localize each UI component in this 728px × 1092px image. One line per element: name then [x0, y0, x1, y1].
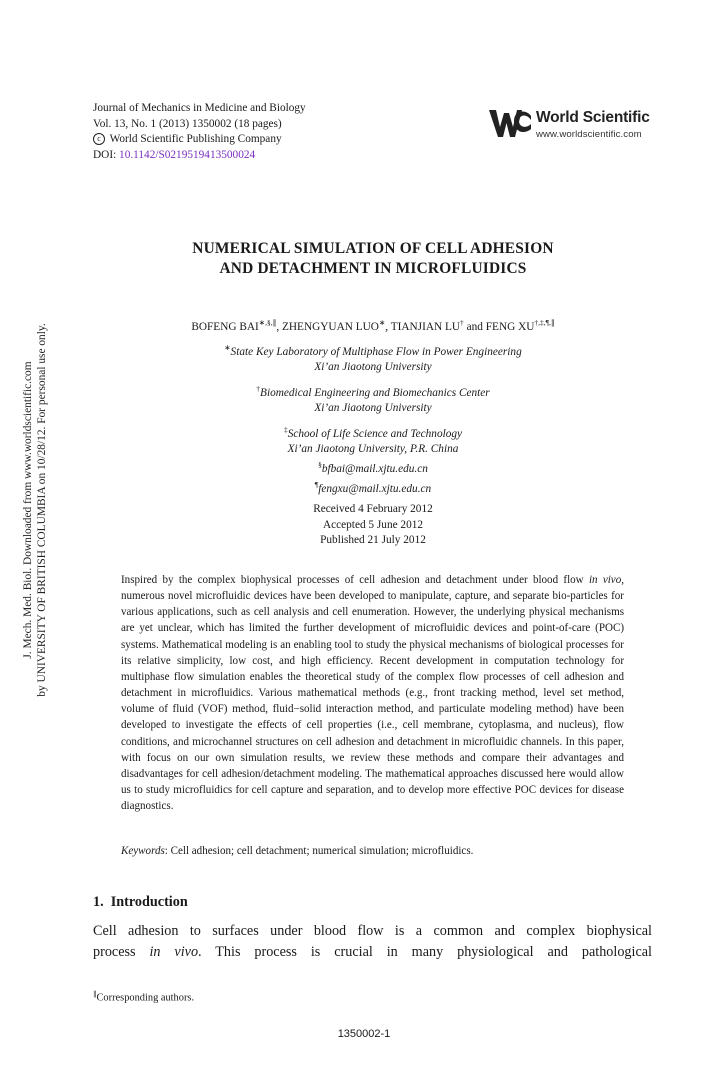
intro-text: process	[93, 944, 150, 960]
journal-volume: Vol. 13, No. 1 (2013) 1350002 (18 pages)	[93, 117, 282, 130]
author-separator: and	[463, 320, 486, 333]
email-2	[93, 477, 653, 497]
journal-doi	[93, 148, 306, 164]
affiliation-2-univ: Xi’an Jiaotong University	[314, 402, 432, 415]
abstract-italic: in vivo	[588, 574, 622, 586]
abstract-text: Inspired by the complex biophysical processes of cell adhesion and detachment under blood flow	[121, 574, 589, 586]
author-separator: ,	[276, 320, 282, 333]
intro-italic: in vivo	[149, 944, 199, 960]
affiliation-mark: ‡	[283, 424, 288, 434]
affiliation-text: School of Life Science and Technology	[287, 427, 463, 440]
doi-link[interactable]: 10.1142/S0219519413500024	[119, 148, 256, 161]
logo-name: World Scientific	[536, 109, 650, 126]
affiliation-3	[93, 422, 653, 442]
download-watermark	[21, 320, 51, 700]
logo-url: www.worldscientific.com	[536, 129, 642, 140]
email-link[interactable]: fengxu@mail.xjtu.edu.cn	[318, 483, 432, 496]
footnote-mark: ∥	[93, 990, 97, 998]
doi-label: DOI:	[93, 148, 117, 161]
author-name: ZHENGYUAN LUO	[282, 320, 379, 333]
author-marks: ∗,§,∥	[258, 318, 277, 327]
date-received: Received 4 February 2012	[313, 503, 433, 515]
journal-name: Journal of Mechanics in Medicine and Biology	[93, 102, 306, 114]
copyright-icon: c	[93, 133, 105, 145]
date-published: Published 21 July 2012	[320, 534, 426, 547]
footnote	[93, 990, 194, 1003]
affiliation-text: Biomedical Engineering and Biomechanics Center	[260, 386, 490, 399]
title-line-1: NUMERICAL SIMULATION OF CELL ADHESION	[192, 240, 554, 257]
watermark-line-1: J. Mech. Med. Biol. Downloaded from www.worldscientific.com	[22, 361, 34, 659]
affiliation-1	[93, 340, 653, 360]
intro-text: . This process is crucial in many physiological and pathological	[198, 944, 652, 960]
world-scientific-logo-icon	[488, 107, 532, 139]
keywords	[121, 845, 624, 857]
email-1	[93, 457, 653, 477]
author-marks: †	[460, 318, 464, 327]
intro-paragraph	[93, 921, 652, 963]
title-line-2: AND DETACHMENT IN MICROFLUIDICS	[219, 260, 527, 277]
email-mark: §	[318, 460, 322, 470]
affiliation-3-univ: Xi’an Jiaotong University, P.R. China	[287, 442, 459, 455]
page-number: 1350002-1	[337, 1028, 391, 1040]
affiliation-2	[93, 381, 653, 401]
email-mark: ¶	[314, 480, 319, 490]
affiliation-text: State Key Laboratory of Multiphase Flow in Power Engineering	[230, 345, 522, 358]
author-name: TIANJIAN LU	[390, 320, 461, 333]
affiliation-1-univ: Xi’an Jiaotong University	[314, 361, 432, 374]
keywords-text: : Cell adhesion; cell detachment; numerical simulation; microfluidics.	[164, 845, 474, 857]
section-title: Introduction	[110, 894, 188, 910]
section-heading	[93, 894, 188, 911]
author-separator: ,	[385, 320, 391, 333]
publisher-logo	[488, 107, 658, 143]
watermark-line-2: by UNIVERSITY OF BRITISH COLUMBIA on 10/28/12. For personal use only.	[36, 323, 48, 697]
intro-line-2	[93, 942, 652, 963]
author-list	[93, 318, 653, 333]
journal-header	[93, 101, 306, 163]
keywords-label: Keywords	[121, 845, 165, 857]
date-accepted: Accepted 5 June 2012	[322, 518, 424, 531]
author-marks: †,‡,¶,∥	[534, 318, 555, 327]
affiliation-mark: ∗	[224, 343, 231, 352]
affiliations	[93, 340, 653, 497]
abstract-text: , numerous novel microfluidic devices have been developed to manipulate, capture, and separate bio-particles for various applications, such as cell analysis and cell enumeration. However, the underlying physical mechanisms are yet unclear, which has limited the further development of microfluidic devices and point-of-care (POC) systems. Mathematical modeling is an enabling tool to study the physical mechanisms of biological processes for its relative simplicity, low cost, and high efficiency. Recent development in computation technology for multiphase flow simulation enables the theoretical study of the complex flow processes of cell adhesion and detachment in microfluidics. Various mathematical methods (e.g., front tracking method, level set method, volume of fluid (VOF) method, fluid−solid interaction method, and particulate modeling method) have been developed to investigate the effects of cell properties (i.e., cell membrane, cytoplasma, and nucleus), flow conditions, and microchannel structures on cell adhesion and detachment in microfluidic channels. In this paper, with focus on our own simulation results, we review these methods and compare their advantages and disadvantages for cell adhesion/detachment modeling. The mathematical approaches discussed here would allow us to study microfluidics for cell capture and separation, and to develop more effective POC devices for disease diagnostics.	[121, 574, 624, 813]
journal-copyright	[93, 132, 306, 148]
author-name: BOFENG BAI	[191, 320, 259, 333]
intro-line-1: Cell adhesion to surfaces under blood flow is a common and complex biophysical	[93, 923, 652, 939]
author-marks: ∗	[378, 318, 386, 327]
author-name: FENG XU	[485, 320, 535, 333]
affiliation-mark: †	[256, 383, 261, 393]
paper-title	[93, 239, 653, 279]
abstract	[121, 572, 624, 814]
footnote-text: Corresponding authors.	[96, 992, 195, 1004]
publication-dates	[93, 502, 653, 549]
copyright-text: World Scientific Publishing Company	[109, 133, 282, 146]
section-number: 1.	[93, 894, 104, 910]
email-link[interactable]: bfbai@mail.xjtu.edu.cn	[321, 463, 428, 476]
